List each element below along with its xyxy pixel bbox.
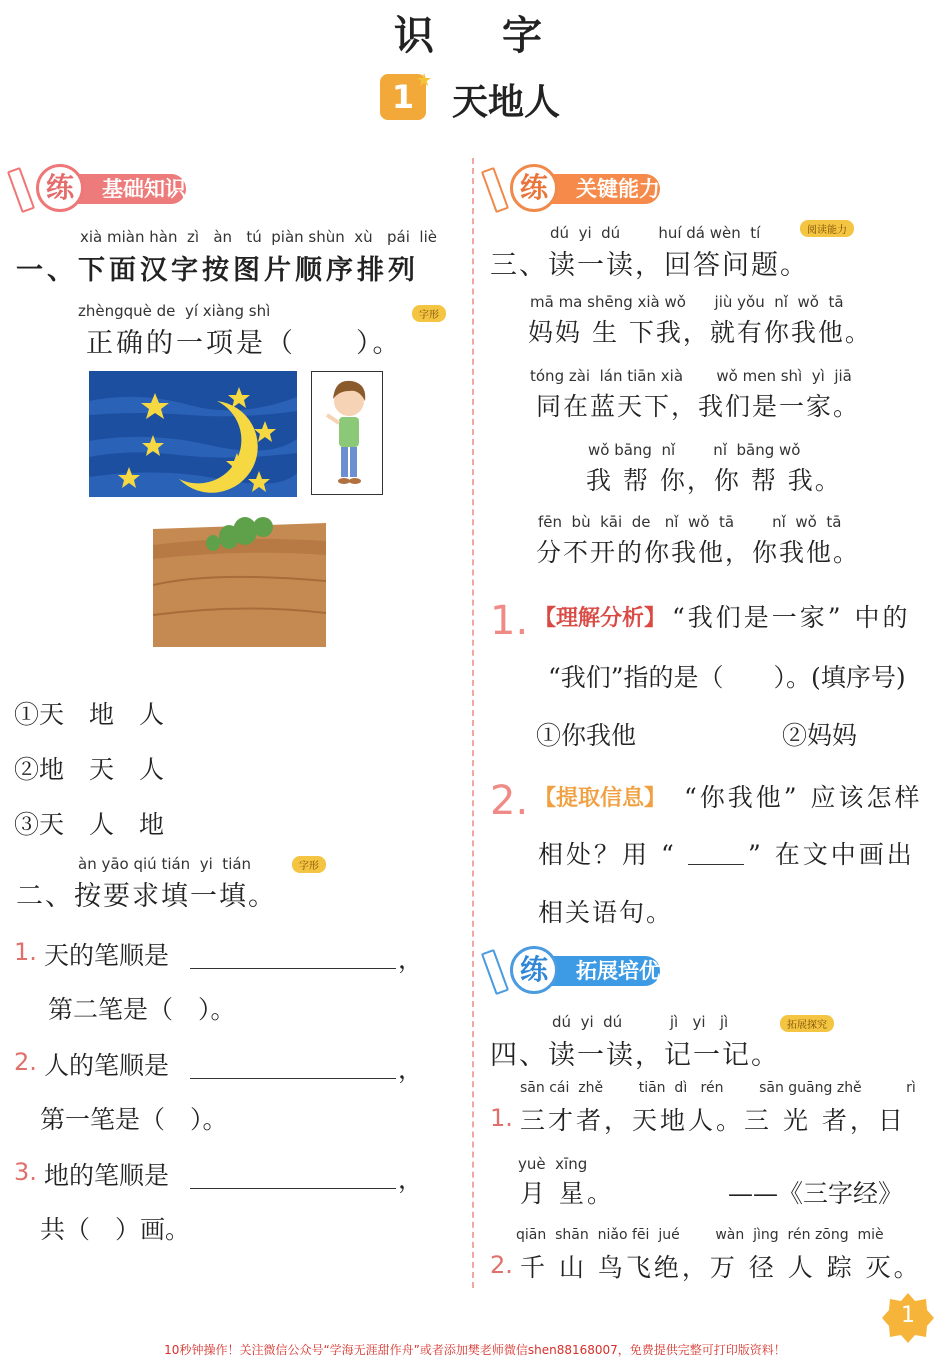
q1-line2: 正确的一项是（ ）。 — [86, 328, 403, 359]
q1-badge: 字形 — [412, 305, 446, 322]
lesson-number-badge: 1 — [380, 74, 426, 120]
practice-icon: 练 — [36, 164, 84, 212]
q1-pinyin: xià miàn hàn zì àn tú piàn shùn xù pái liè — [80, 228, 437, 246]
comma: ， — [398, 1165, 424, 1194]
poem-line1-pinyin: mā ma shēng xià wǒ jiù yǒu nǐ wǒ tā — [530, 293, 844, 311]
lesson-title: 天地人 — [452, 81, 561, 123]
star-icon: ★ — [416, 70, 433, 91]
sub1-line1: “我们是一家” 中的 — [672, 603, 911, 632]
q3-badge: 阅读能力 — [800, 220, 854, 237]
section-label: 基础知识 — [60, 174, 186, 204]
person-picture — [311, 371, 383, 495]
q4-source: ——《三字经》 — [728, 1179, 904, 1208]
q4-line2-pinyin: yuè xīng — [518, 1155, 588, 1173]
q4-pinyin: dú yi dú jì yi jì — [552, 1013, 729, 1031]
q2-item2-num: 2. — [14, 1048, 37, 1076]
sub1-number: 1. — [490, 598, 529, 644]
section-key-ability — [488, 164, 703, 210]
q4-badge: 拓展探究 — [780, 1015, 834, 1032]
poem-line1: 妈妈 生 下我，就有你我他。 — [528, 318, 872, 347]
sub2-tag: 【提取信息】 — [534, 785, 667, 811]
poem-line3-pinyin: wǒ bāng nǐ nǐ bāng wǒ — [588, 441, 801, 459]
q4-line3-pinyin: qiān shān niǎo fēi jué wàn jìng rén zōng miè — [516, 1227, 884, 1243]
pencil-icon — [481, 949, 509, 995]
section-label: 关键能力 — [534, 174, 660, 204]
sub1-option1: ①你我他 — [536, 721, 637, 750]
pencil-icon — [481, 167, 509, 213]
q2-badge: 字形 — [292, 856, 326, 873]
q1-title: 一、下面汉字按图片顺序排列 — [16, 255, 419, 286]
q2-item1-text: 天的笔顺是 — [44, 941, 170, 970]
q4-line3: 千 山 鸟飞绝，万 径 人 踪 灭。 — [520, 1253, 922, 1282]
q4-title: 四、读一读，记一记。 — [490, 1040, 780, 1071]
q1-option-2: ②地 天 人 — [14, 755, 165, 784]
poem-line2-pinyin: tóng zài lán tiān xià wǒ men shì yì jiā — [530, 367, 852, 385]
sub2-line1: “你我他” 应该怎样 — [684, 783, 923, 812]
q2-item3-follow: 共（ ）画。 — [40, 1215, 191, 1244]
section-basic-knowledge — [14, 164, 234, 210]
q4-line1: 三才者，天地人。三 光 者，日 — [520, 1106, 906, 1135]
q1-option-3: ③天 人 地 — [14, 810, 165, 839]
sub1-line2: “我们”指的是（ ）。(填序号) — [548, 663, 906, 692]
column-divider — [472, 158, 474, 1288]
sub1-tag: 【理解分析】 — [534, 605, 667, 631]
page-title: 识 字 — [394, 12, 556, 59]
pencil-icon — [7, 167, 35, 213]
poem-line3: 我 帮 你，你 帮 我。 — [586, 466, 842, 495]
page-number: 1 — [901, 1303, 915, 1328]
q2-item3-text: 地的笔顺是 — [44, 1161, 170, 1190]
q4-line1-pinyin: sān cái zhě tiān dì rén sān guāng zhě rì — [520, 1080, 916, 1096]
q2-item3-blank[interactable] — [190, 1160, 396, 1189]
night-sky-picture — [89, 371, 297, 497]
underline-sample — [688, 838, 744, 865]
q4-line2: 月 星。 — [520, 1179, 615, 1208]
q3-pinyin: dú yi dú huí dá wèn tí — [550, 224, 761, 242]
poem-line2: 同在蓝天下，我们是一家。 — [536, 392, 861, 421]
poem-line4: 分不开的你我他，你我他。 — [536, 538, 861, 567]
comma: ， — [398, 945, 424, 974]
sub2-line2a: 相处？用 “ — [538, 840, 677, 869]
q2-item2-follow: 第一笔是（ ）。 — [40, 1105, 228, 1134]
q2-title: 二、按要求填一填。 — [16, 881, 277, 912]
q3-title: 三、读一读，回答问题。 — [490, 250, 809, 281]
section-extension — [488, 946, 703, 992]
practice-icon: 练 — [510, 164, 558, 212]
sub2-number: 2. — [490, 778, 529, 824]
sub2-line2b: ” 在文中画出 — [748, 840, 915, 869]
q2-item2-text: 人的笔顺是 — [44, 1051, 170, 1080]
sub1-option2: ②妈妈 — [782, 721, 858, 750]
q2-pinyin: àn yāo qiú tián yi tián — [78, 855, 252, 873]
comma: ， — [398, 1055, 424, 1084]
sub2-line3: 相关语句。 — [538, 898, 674, 927]
q2-item1-num: 1. — [14, 938, 37, 966]
q2-item1-follow: 第二笔是（ ）。 — [48, 995, 236, 1024]
poem-line4-pinyin: fēn bù kāi de nǐ wǒ tā nǐ wǒ tā — [538, 513, 842, 531]
footer-note: 10秒钟操作！关注微信公众号“学海无涯甜作舟”或者添加樊老师微信shen88168007，免费提供完整可打印版资料！ — [164, 1343, 786, 1357]
section-label: 拓展培优 — [534, 956, 660, 986]
q1-option-1: ①天 地 人 — [14, 700, 165, 729]
q2-item2-blank[interactable] — [190, 1050, 396, 1079]
q1-pinyin2: zhèngquè de yí xiàng shì — [78, 302, 271, 320]
land-picture — [153, 515, 326, 647]
practice-icon: 练 — [510, 946, 558, 994]
q2-item3-num: 3. — [14, 1158, 37, 1186]
q2-item1-blank[interactable] — [190, 940, 396, 969]
